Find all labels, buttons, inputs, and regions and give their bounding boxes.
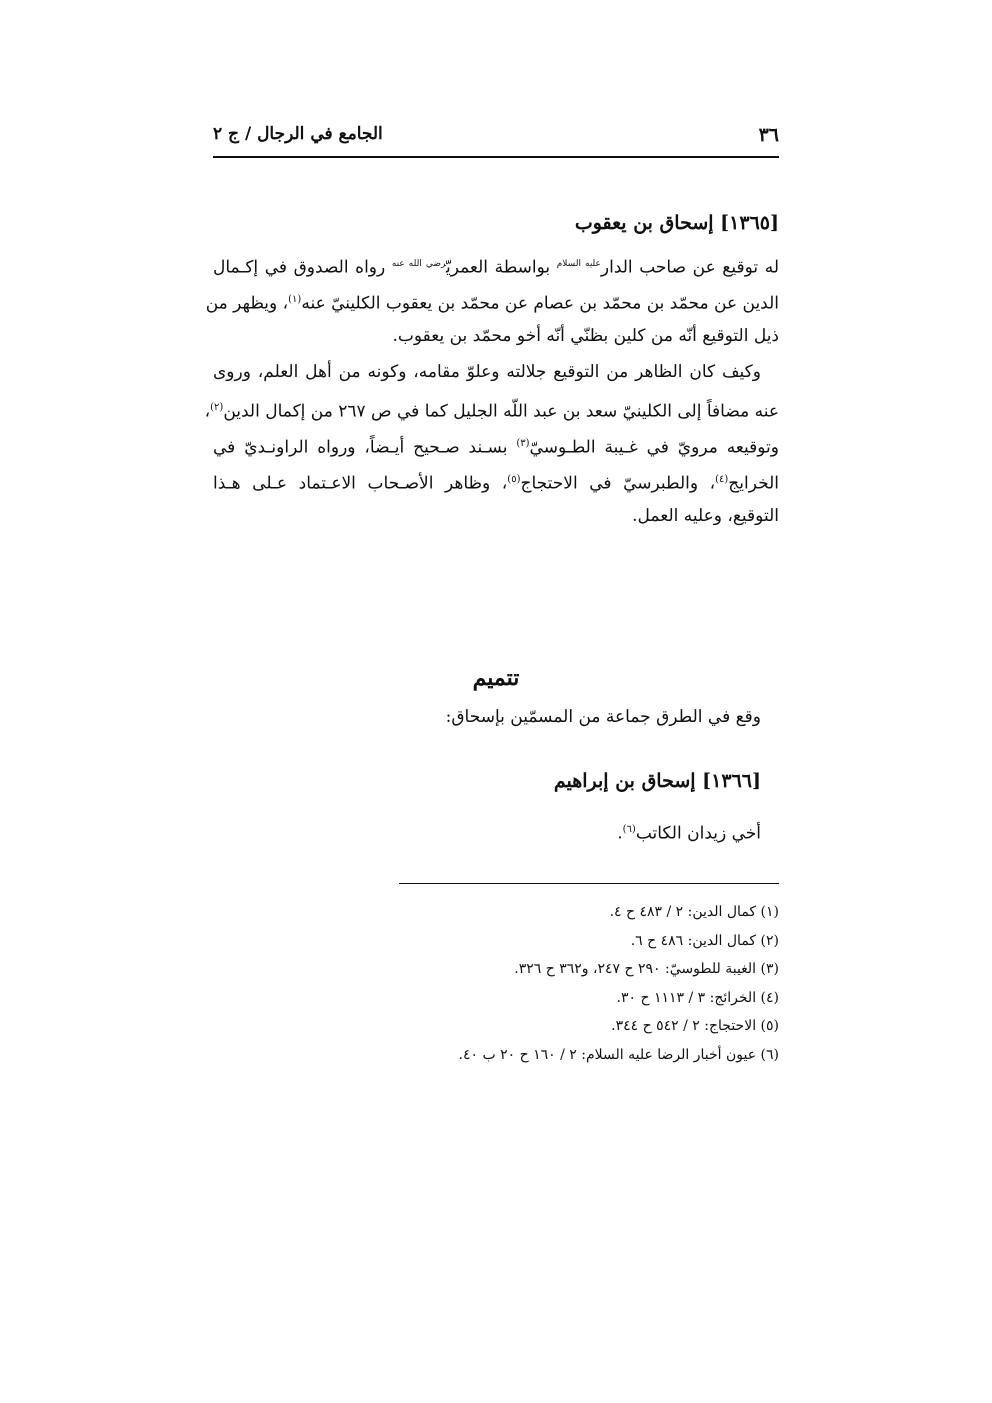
text: عنه مضافاً إلى الكلينيّ سعد بن عبد اللّه الجليل كما في ص ٢٦٧ من إكمال الدين	[223, 401, 779, 422]
body-line: وكيف كان الظاهر من التوقيع جلالته وعلوّ مقامه، وكونه من أهل العلم، وروى	[213, 362, 761, 382]
text: وتوقيعه مرويّ في غـيبة الطـوسيّ	[529, 437, 779, 458]
footnote: (٣) الغيبة للطوسيّ: ٢٩٠ ح ٢٤٧، و٣٦٢ ح ٣٢٦.	[514, 961, 779, 977]
text: ، ويظهر من	[205, 293, 289, 314]
footnote-ref[interactable]: (٢)	[210, 402, 224, 413]
footnotes	[213, 898, 779, 1069]
entry-heading: [١٣٦٥] إسحاق بن يعقوب	[574, 212, 779, 234]
footnote-ref[interactable]: (٦)	[622, 824, 636, 835]
body-line: التوقيع، وعليه العمل.	[632, 506, 779, 526]
footnote-ref[interactable]: (٤)	[715, 474, 729, 485]
text: بواسطة العمريّ	[445, 257, 557, 278]
honorific: رضي الله عنه	[391, 259, 446, 269]
text: ، والطبرسيّ في الاحتجاج	[520, 473, 716, 494]
footnote-ref[interactable]: (٥)	[507, 474, 521, 485]
text: ، وظاهر الأصـحاب الاعـتماد عـلى هـذا	[213, 473, 508, 494]
text: بسـند صـحيح أيـضاً، ورواه الراونـديّ في	[213, 437, 517, 458]
footnote-divider	[399, 883, 779, 884]
body-line: ذيل التوقيع أنّه من كلين بظنّي أنّه أخو محمّد بن يعقوب.	[392, 326, 779, 346]
footnote: (٢) كمال الدين: ٤٨٦ ح ٦.	[630, 932, 779, 949]
entry-heading: [١٣٦٦] إسحاق بن إبراهيم	[553, 770, 761, 792]
body-line	[213, 426, 779, 462]
honorific: عليه السلام	[556, 259, 601, 269]
text: له توقيع عن صاحب الدار	[600, 257, 779, 278]
book-title: الجامع في الرجال / ج ٢	[213, 124, 383, 144]
body-line	[213, 462, 779, 498]
footnote: (٤) الخرائج: ٣ / ١١١٣ ح ٣٠.	[616, 989, 779, 1006]
running-header	[213, 120, 779, 158]
page-number: ٣٦	[758, 124, 779, 146]
entry-1365	[204, 212, 779, 534]
footnote-ref[interactable]: (١)	[288, 294, 302, 305]
text: أخي زيدان الكاتب	[635, 823, 761, 844]
text: .	[617, 823, 623, 844]
text: الخرايج	[728, 473, 779, 494]
supplement-section	[213, 665, 779, 735]
body-line	[204, 390, 779, 426]
footnote: (١) كمال الدين: ٢ / ٤٨٣ ح ٤.	[609, 904, 779, 920]
section-title: تتميم	[472, 665, 520, 691]
footnote: (٥) الاحتجاج: ٢ / ٥٤٢ ح ٣٤٤.	[611, 1018, 779, 1034]
section-intro: وقع في الطرق جماعة من المسمّين بإسحاق:	[445, 707, 761, 727]
footnote-ref[interactable]: (٣)	[516, 438, 530, 449]
text: الدين عن محمّد بن محمّد بن عصام عن محمّد بن يعقوب الكلينيّ عنه	[301, 293, 779, 314]
footnote: (٦) عيون أخبار الرضا عليه السلام: ٢ / ١٦٠ ح ٢٠ ب ٤٠.	[458, 1046, 779, 1063]
body-line	[213, 812, 779, 848]
body-line	[213, 246, 779, 282]
text: ،	[204, 401, 211, 422]
text: رواه الصدوق في إكـمال	[213, 257, 392, 278]
body-line	[205, 282, 779, 318]
entry-1366	[213, 770, 779, 848]
